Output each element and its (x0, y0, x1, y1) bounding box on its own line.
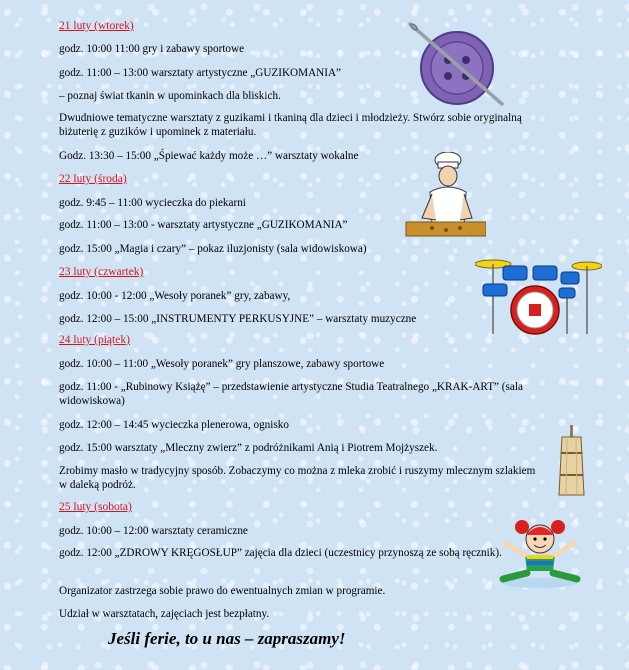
day-heading: 22 luty (środa) (59, 173, 127, 185)
notice: Organizator zastrzega sobie prawo do ewentualnych zmian w programie. (59, 585, 386, 597)
button-needle-icon (402, 16, 508, 108)
drum-kit-icon (475, 256, 602, 336)
schedule-item: godz. 11:00 – 13:00 warsztaty artystyczne „GUZIKOMANIA” (59, 67, 341, 79)
closing-slogan: Jeśli ferie, to u nas – zapraszamy! (108, 629, 346, 648)
schedule-item: godz. 12:00 – 14:45 wycieczka plenerowa, ognisko (59, 419, 289, 431)
baker-icon (402, 152, 486, 238)
description: Zrobimy masło w tradycyjny sposób. Zobaczymy co można z mleka zrobić i ruszymy mlecznym szlakiem w daleką podróż. (59, 465, 536, 491)
schedule-item: godz. 12:00 – 15:00 „INSTRUMENTY PERKUSYJNE” – warsztaty muzyczne (59, 313, 417, 325)
schedule-item: godz. 11:00 - „Rubinowy Książę” – przedstawienie artystyczne Studia Teatralnego „KRAK-ART” (sala widowiskowa) (59, 381, 523, 407)
schedule-item: godz. 9:45 – 11:00 wycieczka do piekarni (59, 197, 246, 209)
schedule-item: godz. 10:00 – 11:00 „Wesoły poranek” gry planszowe, zabawy sportowe (59, 358, 385, 370)
notice: Udział w warsztatach, zajęciach jest bezpłatny. (59, 608, 270, 620)
butter-churn-icon (557, 425, 586, 497)
day-heading: 23 luty (czwartek) (59, 266, 144, 278)
schedule-item: godz. 10:00 - 12:00 „Wesoły poranek” gry, zabawy, (59, 290, 291, 302)
day-heading: 21 luty (wtorek) (59, 20, 134, 32)
schedule-item: godz. 15:00 warsztaty „Mleczny zwierz” z podróżnikami Anią i Piotrem Mojżyszek. (59, 442, 438, 454)
schedule-item: godz. 15:00 „Magia i czary” – pokaz iluzjonisty (sala widowiskowa) (59, 243, 367, 255)
schedule-item: godz. 10:00 – 12:00 warsztaty ceramiczne (59, 525, 248, 537)
schedule-item: – poznaj świat tkanin w upominkach dla bliskich. (59, 90, 281, 102)
schedule-item: godz. 10:00 11:00 gry i zabawy sportowe (59, 43, 245, 55)
child-gymnast-icon (497, 517, 583, 589)
schedule-item: godz. 11:00 – 13:00 - warsztaty artystyczne „GUZIKOMANIA” (59, 219, 348, 231)
schedule-item: godz. 12:00 „ZDROWY KRĘGOSŁUP” zajęcia dla dzieci (uczestnicy przynoszą ze sobą ręcznik). (59, 547, 502, 559)
schedule-item: Godz. 13:30 – 15:00 „Śpiewać każdy może …” warsztaty wokalne (59, 150, 359, 162)
day-heading: 25 luty (sobota) (59, 501, 132, 513)
description: Dwudniowe tematyczne warsztaty z guzikami i tkaniną dla dzieci i młodzieży. Stwórz sobie oryginalną biżuterię z guzików i upominek z materiału. (59, 112, 522, 138)
day-heading: 24 luty (piątek) (59, 334, 130, 346)
